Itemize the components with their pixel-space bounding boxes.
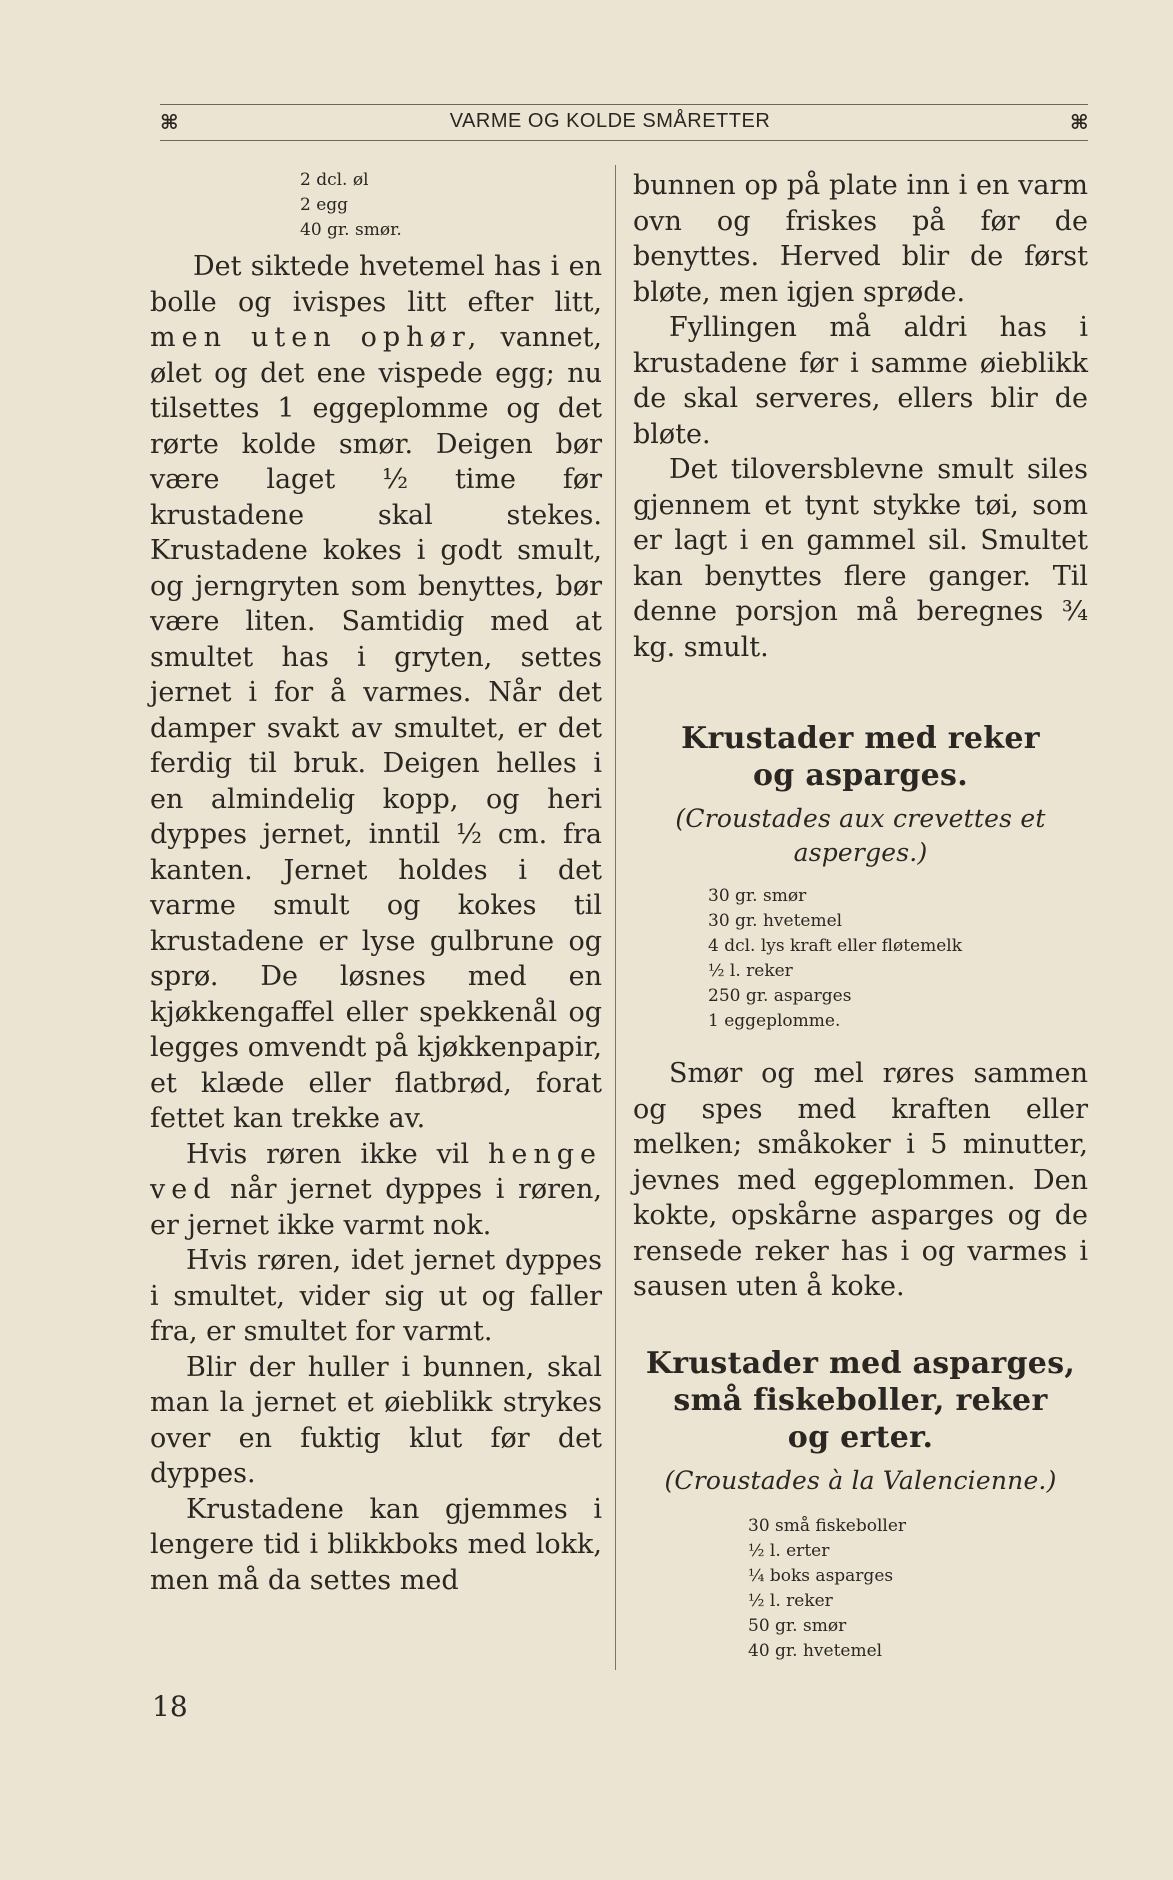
ingredient-list [150,168,602,243]
ingredient-item: 30 gr. hvetemel [708,911,843,931]
paragraph: Krustadene kan gjemmes i lengere tid i blikkboks med lokk, men må da settes med [150,1493,602,1596]
header-rule-top [160,104,1088,105]
header-ornament-right: ⌘ [1070,110,1089,134]
ingredient-item: 2 dcl. øl [300,170,369,190]
ingredient-item: 30 gr. smør [708,886,807,906]
paragraph: Det siktede hvetemel has i en bolle og ivispes litt efter litt, men uten ophør, vannet, ølet og det ene vispede egg; nu tilsettes 1 eggeplomme og det rørte kolde smør. Deigen bør være laget ½ time før krustadene skal stekes. Krustadene kokes i godt smult, og jerngryten som benyttes, bør være liten. Samtidig med at smultet has i gryten, settes jernet i for å varmes. Når det damper svakt av smultet, er det ferdig til bruk. Deigen helles i en almindelig kopp, og heri dyppes jernet, inntil ½ cm. fra kanten. Jernet holdes i det varme smult og kokes til krustadene er lyse gulbrune og sprø. De løsnes med en kjøkkengaffel eller spekkenål og legges omvendt på kjøkkenpapir, et klæde eller flatbrød, forat fettet kan trekke av. [150,251,602,1134]
right-body-text [633,168,1088,665]
left-column [150,168,602,1598]
ingredient-item: 50 gr. smør [748,1615,847,1636]
column-divider [615,165,616,1670]
ingredient-item: ¼ boks asparges [748,1565,894,1586]
ingredient-item: ½ l. erter [748,1540,830,1561]
ingredient-item: 2 egg [300,195,349,215]
paragraph: Fyllingen må aldri has i krustadene før i samme øieblikk de skal serveres, ellers blir de bløte. [633,312,1088,450]
ingredient-item: ½ l. reker [708,961,793,981]
ingredient-item: ½ l. reker [748,1590,833,1611]
ingredient-item: 40 gr. smør. [300,220,402,240]
paragraph: Hvis røren, idet jernet dyppes i smultet, vider sig ut og faller fra, er smultet for varmt. [150,1245,602,1347]
paragraph: Smør og mel røres sammen og spes med kraften eller melken; småkoker i 5 minutter, jevnes med eggeplommen. Den kokte, opskårne asparges og de rensede reker has i og varmes i sausen uten å koke. [633,1058,1088,1302]
recipe-section [633,1345,1088,1664]
recipe-title: Krustader med asparges, små fiskeboller, reker og erter. [645,1345,1076,1455]
recipe-text [633,1056,1088,1305]
ingredient-item: 4 dcl. lys kraft eller fløtemelk [708,936,963,956]
ingredient-list [633,1514,1088,1664]
paragraph: Hvis røren ikke vil henge ved når jernet dyppes i røren, er jernet ikke varmt nok. [150,1138,602,1241]
ingredient-item: 30 små fiskeboller [748,1515,907,1536]
recipe-subtitle: (Croustades à la Valencienne.) [664,1465,1057,1495]
left-body-text [150,249,602,1598]
ingredient-item: 40 gr. hvetemel [748,1640,883,1661]
paragraph: Blir der huller i bunnen, skal man la jernet et øieblikk strykes over en fuktig klut før det dyppes. [150,1351,602,1489]
running-header: VARME OG KOLDE SMÅRETTER [449,110,771,132]
ingredient-list [633,884,1088,1034]
paragraph: bunnen op på plate inn i en varm ovn og friskes på før de benyttes. Herved blir de først bløte, men igjen sprøde. [633,170,1088,308]
recipe-title: Krustader med reker og asparges. [681,721,1040,793]
header-ornament-left: ⌘ [160,110,179,134]
recipe-section [633,720,1088,1305]
right-column [633,168,1088,1664]
header-rule-bottom [160,140,1088,141]
page-number: 18 [152,1690,188,1723]
recipe-subtitle: (Croustades aux crevettes et asperges.) [675,804,1046,867]
ingredient-item: 250 gr. asparges [708,986,852,1006]
ingredient-item: 1 eggeplomme. [708,1011,841,1031]
paragraph: Det tiloversblevne smult siles gjennem et tynt stykke tøi, som er lagt i en gammel sil. Smultet kan benyttes flere ganger. Til denne porsjon må beregnes ¾ kg. smult. [633,454,1088,663]
